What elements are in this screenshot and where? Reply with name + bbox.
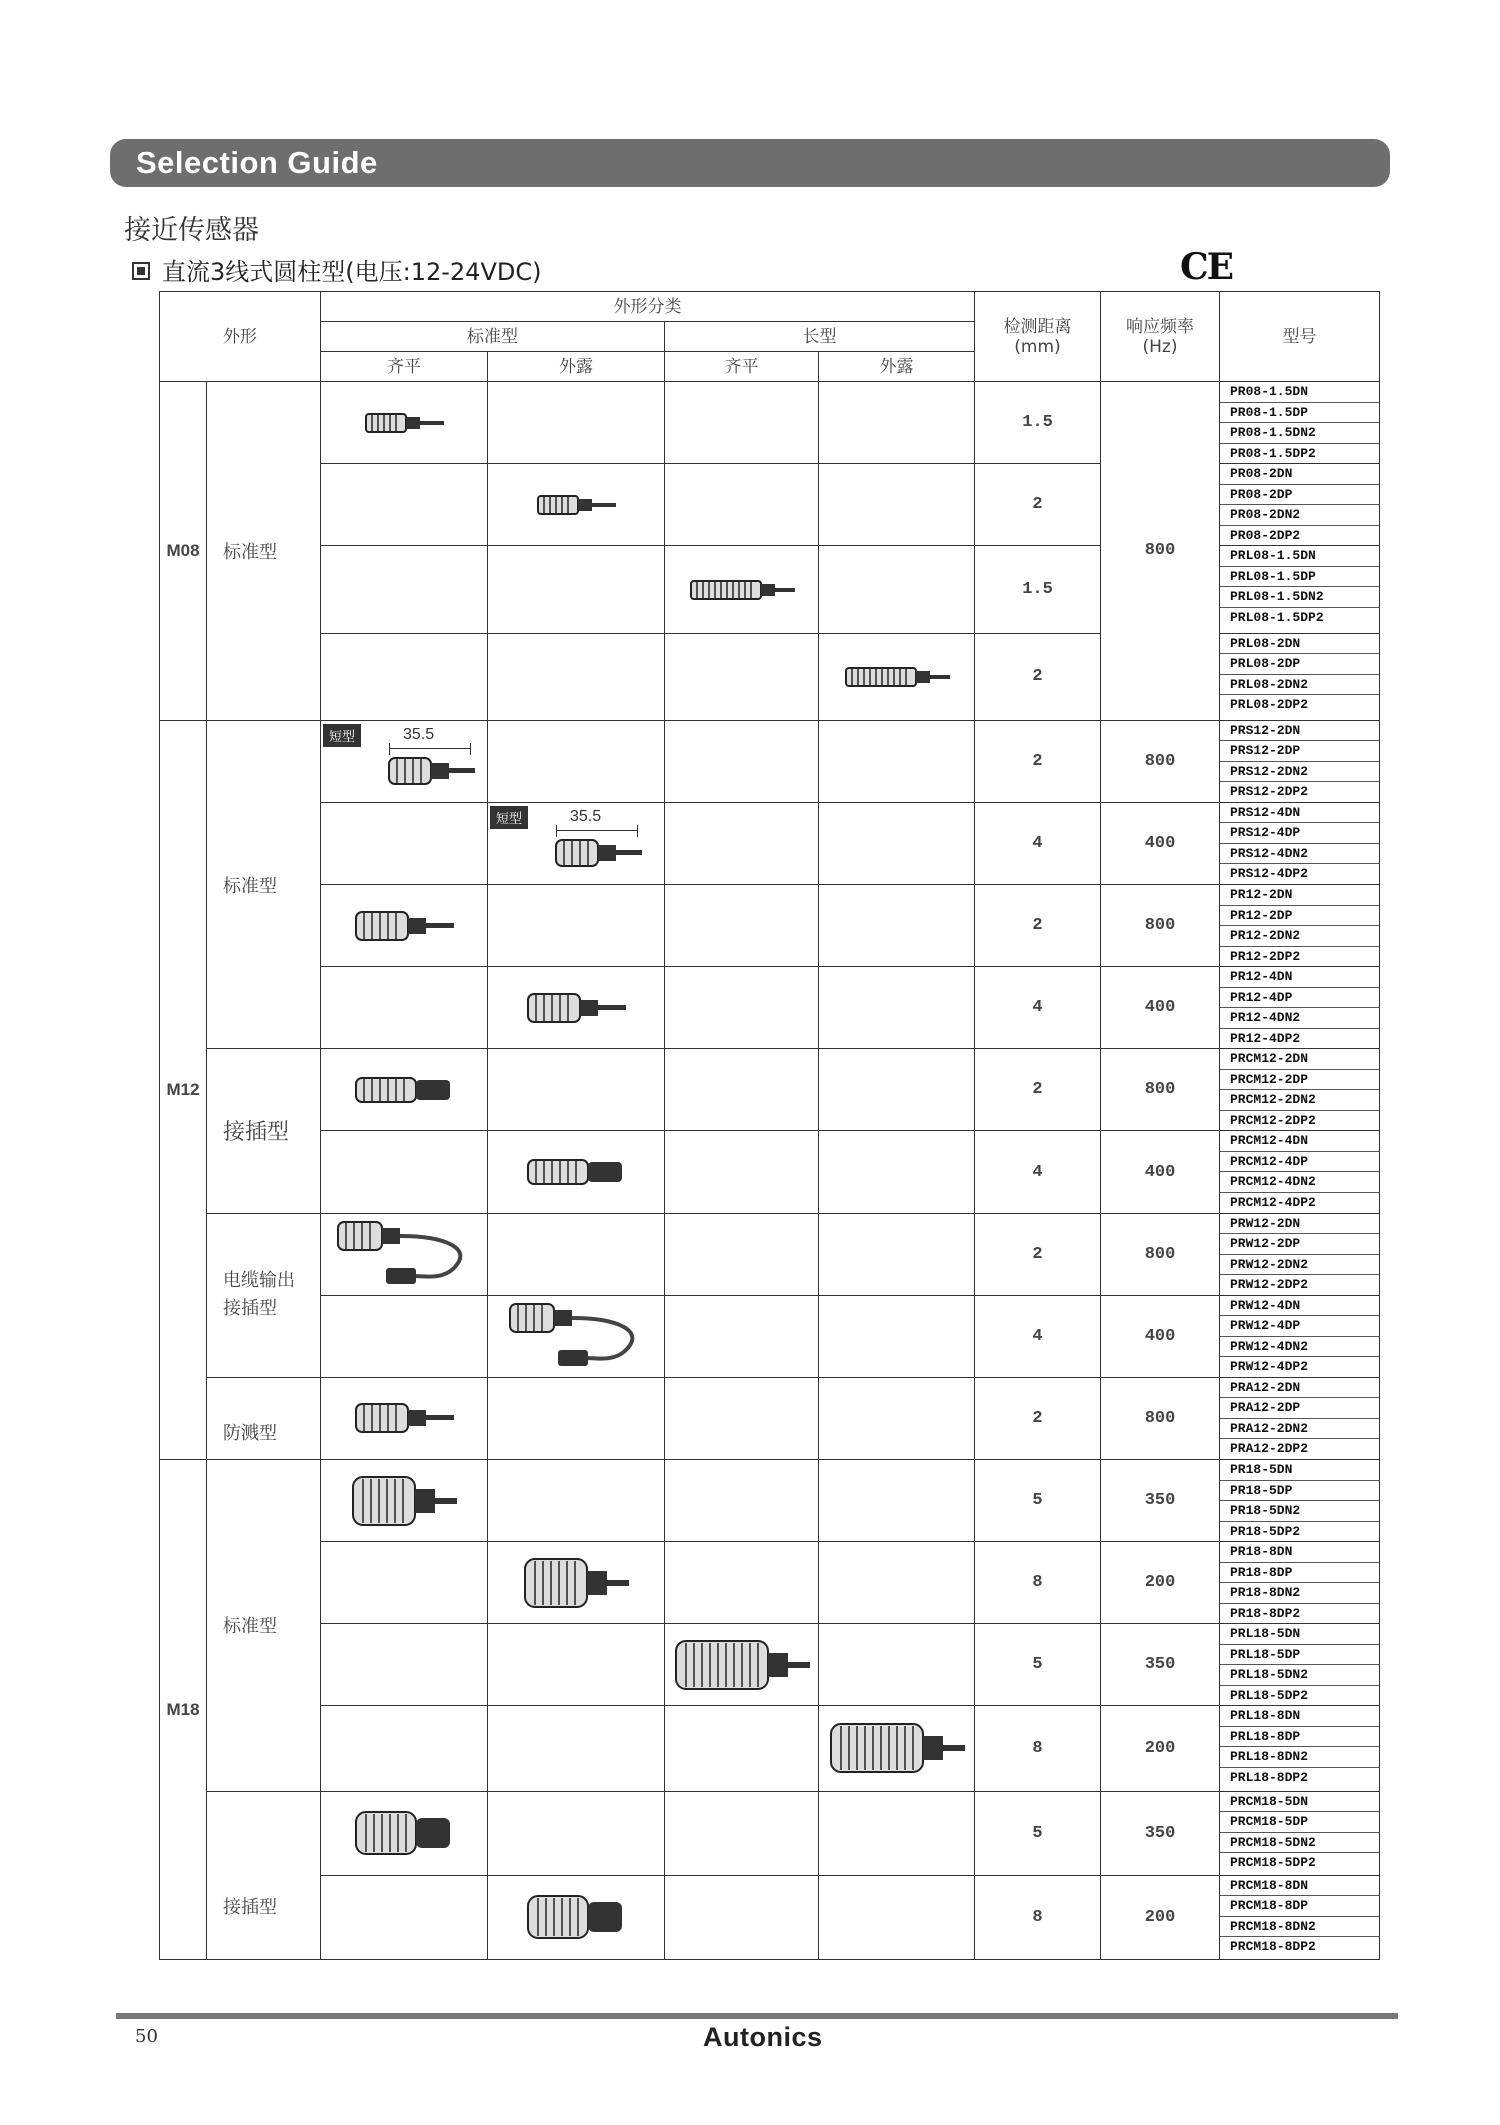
model-name: PRS12-4DP2 — [1230, 866, 1309, 882]
sensor-image — [488, 1156, 664, 1188]
subtitle: 接近传感器 — [124, 215, 259, 246]
model-name: PR18-8DN — [1220, 1542, 1379, 1563]
model-list — [1220, 1875, 1380, 1959]
distance-value: 5 — [975, 1460, 1101, 1542]
sensor-image — [488, 492, 664, 518]
frequency-value: 350 — [1101, 1460, 1220, 1542]
frequency-value: 200 — [1101, 1875, 1220, 1959]
frequency-value: 800 — [1101, 885, 1220, 967]
model-name: PR08-1.5DP2 — [1230, 445, 1316, 461]
model-list — [1220, 1213, 1380, 1295]
model-name: PRCM18-5DN2 — [1220, 1833, 1379, 1854]
model-list — [1220, 1377, 1380, 1459]
model-list — [1220, 464, 1380, 546]
sensor-image — [321, 908, 487, 944]
sensor-image — [665, 577, 818, 603]
header-long-nonflush: 外露 — [819, 352, 975, 382]
model-name: PR08-1.5DN — [1220, 382, 1379, 403]
model-list — [1220, 967, 1380, 1049]
frequency-value: 200 — [1101, 1706, 1220, 1791]
model-name: PRCM12-4DN — [1220, 1131, 1379, 1152]
model-list — [1220, 546, 1380, 633]
header-standard-flush: 齐平 — [321, 352, 488, 382]
page-number: 50 — [135, 2026, 158, 2047]
header-distance: 检测距离 (mm) — [975, 292, 1101, 382]
model-name: PRL18-8DN2 — [1220, 1747, 1379, 1768]
sensor-image — [488, 1892, 664, 1942]
distance-value: 2 — [975, 464, 1101, 546]
model-name: PRA12-2DP — [1220, 1398, 1379, 1419]
distance-value: 2 — [975, 1049, 1101, 1131]
model-name: PRW12-4DP — [1220, 1316, 1379, 1337]
dimension-label: 35.5 — [403, 726, 435, 744]
model-name: PR08-2DN2 — [1220, 505, 1379, 526]
model-name: PRW12-2DN — [1220, 1214, 1379, 1235]
distance-value: 4 — [975, 967, 1101, 1049]
model-name: PRL18-8DP2 — [1230, 1769, 1309, 1785]
model-list — [1220, 382, 1380, 464]
model-list — [1220, 633, 1380, 720]
size-m18: M18 — [160, 1460, 207, 1960]
model-name: PRS12-2DP — [1220, 741, 1379, 762]
dimension-label: 35.5 — [570, 808, 602, 826]
model-name: PR08-2DP — [1220, 485, 1379, 506]
sensor-image — [321, 1808, 487, 1858]
frequency-value: 400 — [1101, 967, 1220, 1049]
distance-value: 4 — [975, 1295, 1101, 1377]
model-name: PRL08-2DN — [1220, 634, 1379, 655]
model-name: PRW12-2DP2 — [1230, 1277, 1309, 1293]
frequency-value: 400 — [1101, 1131, 1220, 1213]
model-name: PR12-2DN — [1220, 885, 1379, 906]
type-connector-m18: 接插型 — [207, 1791, 321, 1959]
sensor-image — [488, 990, 664, 1026]
model-name: PRCM12-2DP2 — [1230, 1112, 1316, 1128]
model-list — [1220, 802, 1380, 884]
model-name: PRCM18-8DP2 — [1230, 1939, 1316, 1955]
frequency-value: 800 — [1101, 382, 1220, 721]
model-name: PRL18-8DP — [1220, 1727, 1379, 1748]
frequency-value: 800 — [1101, 1377, 1220, 1459]
distance-value: 2 — [975, 633, 1101, 720]
frequency-value: 350 — [1101, 1791, 1220, 1875]
distance-value: 5 — [975, 1624, 1101, 1706]
model-name: PRS12-2DN2 — [1220, 762, 1379, 783]
model-name: PR18-5DN — [1220, 1460, 1379, 1481]
model-list — [1220, 1131, 1380, 1213]
section-heading — [132, 252, 541, 287]
model-name: PRCM18-5DN — [1220, 1792, 1379, 1813]
sensor-image — [321, 1473, 487, 1529]
type-standard-m18: 标准型 — [207, 1460, 321, 1792]
model-name: PR12-4DN — [1220, 967, 1379, 988]
dimension-line — [556, 830, 638, 831]
section-title-bar — [110, 139, 1390, 187]
model-name: PRCM18-5DP2 — [1230, 1855, 1316, 1871]
sensor-image — [819, 1720, 974, 1776]
sensor-image — [488, 1555, 664, 1611]
frequency-value: 800 — [1101, 1213, 1220, 1295]
model-name: PRL18-5DP2 — [1230, 1687, 1309, 1703]
selection-table — [159, 291, 1380, 1960]
model-name: PRW12-2DN2 — [1220, 1255, 1379, 1276]
model-name: PRS12-4DP — [1220, 823, 1379, 844]
model-name: PRL18-8DN — [1220, 1706, 1379, 1727]
frequency-value: 800 — [1101, 720, 1220, 802]
model-name: PRW12-4DP2 — [1230, 1359, 1309, 1375]
model-list — [1220, 720, 1380, 802]
header-classification: 外形分类 — [321, 292, 975, 322]
model-list — [1220, 1542, 1380, 1624]
model-name: PRCM18-8DP — [1220, 1896, 1379, 1917]
distance-value: 8 — [975, 1542, 1101, 1624]
model-name: PR12-4DN2 — [1220, 1008, 1379, 1029]
frequency-value: 400 — [1101, 802, 1220, 884]
frequency-value: 800 — [1101, 1049, 1220, 1131]
section-heading-text: 直流3线式圆柱型(电压:12-24VDC) — [162, 258, 542, 286]
model-name: PR08-2DP2 — [1230, 527, 1301, 543]
model-name: PRA12-2DP2 — [1230, 1441, 1309, 1457]
short-type-sensor — [488, 804, 664, 882]
page-title: Selection Guide — [136, 145, 378, 180]
model-name: PRCM12-4DN2 — [1220, 1172, 1379, 1193]
model-name: PRA12-2DN — [1220, 1378, 1379, 1399]
header-standard-nonflush: 外露 — [488, 352, 665, 382]
frequency-value: 400 — [1101, 1295, 1220, 1377]
frequency-value: 350 — [1101, 1624, 1220, 1706]
model-list — [1220, 1706, 1380, 1791]
model-name: PRCM12-2DN2 — [1220, 1090, 1379, 1111]
model-name: PR12-2DN2 — [1220, 926, 1379, 947]
frequency-value: 200 — [1101, 1542, 1220, 1624]
model-name: PRCM12-4DP2 — [1230, 1194, 1316, 1210]
model-name: PRCM18-5DP — [1220, 1812, 1379, 1833]
model-name: PRS12-2DN — [1220, 721, 1379, 742]
model-name: PRW12-2DP — [1220, 1234, 1379, 1255]
model-name: PRL18-5DN — [1220, 1624, 1379, 1645]
header-frequency: 响应频率 (Hz) — [1101, 292, 1220, 382]
model-name: PRS12-4DN — [1220, 803, 1379, 824]
distance-value: 1.5 — [975, 546, 1101, 633]
header-standard: 标准型 — [321, 322, 665, 352]
model-name: PRL08-2DN2 — [1220, 675, 1379, 696]
distance-value: 2 — [975, 885, 1101, 967]
distance-value: 5 — [975, 1791, 1101, 1875]
model-name: PRS12-4DN2 — [1220, 844, 1379, 865]
model-list — [1220, 1624, 1380, 1706]
type-connector-m12: 接插型 — [207, 1049, 321, 1213]
model-name: PR18-8DN2 — [1220, 1583, 1379, 1604]
model-name: PRL18-5DP — [1220, 1645, 1379, 1666]
model-name: PRCM12-2DN — [1220, 1049, 1379, 1070]
model-name: PR18-5DN2 — [1220, 1501, 1379, 1522]
type-standard-m12: 标准型 — [207, 720, 321, 1049]
distance-value: 1.5 — [975, 382, 1101, 464]
model-name: PRA12-2DN2 — [1220, 1419, 1379, 1440]
square-bullet-icon — [132, 262, 150, 280]
short-type-tag: 短型 — [490, 806, 528, 829]
model-name: PR18-5DP — [1220, 1481, 1379, 1502]
model-name: PRCM12-4DP — [1220, 1152, 1379, 1173]
header-long-flush: 齐平 — [665, 352, 819, 382]
sensor-image — [321, 1400, 487, 1436]
distance-value: 4 — [975, 1131, 1101, 1213]
model-name: PRL08-2DP2 — [1230, 697, 1309, 713]
model-name: PR12-4DP2 — [1230, 1030, 1301, 1046]
type-spatter-m12: 防溅型 — [207, 1377, 321, 1459]
model-name: PRS12-2DP2 — [1230, 784, 1309, 800]
model-name: PR08-1.5DP — [1220, 403, 1379, 424]
header-long: 长型 — [665, 322, 975, 352]
model-name: PR18-5DP2 — [1230, 1523, 1301, 1539]
model-name: PR18-8DP2 — [1230, 1605, 1301, 1621]
model-name: PRL08-1.5DP2 — [1230, 609, 1324, 625]
type-cable-connector-m12: 电缆输出 接插型 — [207, 1213, 321, 1377]
model-name: PRL08-2DP — [1220, 654, 1379, 675]
short-type-tag: 短型 — [323, 724, 361, 747]
model-name: PRL08-1.5DP — [1220, 567, 1379, 588]
model-name: PR12-2DP — [1220, 906, 1379, 927]
model-name: PRW12-4DN — [1220, 1296, 1379, 1317]
sensor-image — [321, 1074, 487, 1106]
model-name: PRL08-1.5DN2 — [1220, 587, 1379, 608]
brand-logo: Autonics — [703, 2022, 823, 2052]
model-name: PRCM12-2DP — [1220, 1070, 1379, 1091]
model-list — [1220, 1049, 1380, 1131]
header-appearance: 外形 — [160, 292, 321, 382]
distance-value: 8 — [975, 1706, 1101, 1791]
type-standard-m08: 标准型 — [207, 382, 321, 721]
sensor-image — [321, 410, 487, 436]
distance-value: 2 — [975, 1213, 1101, 1295]
sensor-image — [554, 836, 644, 870]
model-name: PR12-2DP2 — [1230, 948, 1301, 964]
model-name: PR12-4DP — [1220, 988, 1379, 1009]
model-list — [1220, 1791, 1380, 1875]
sensor-image — [488, 1300, 664, 1372]
distance-value: 8 — [975, 1875, 1101, 1959]
model-name: PR18-8DP — [1220, 1563, 1379, 1584]
distance-value: 4 — [975, 802, 1101, 884]
model-list — [1220, 1460, 1380, 1542]
model-name: PR08-2DN — [1220, 464, 1379, 485]
model-name: PRCM18-8DN — [1220, 1876, 1379, 1897]
short-type-sensor — [321, 722, 487, 800]
sensor-image — [321, 1218, 487, 1290]
distance-value: 2 — [975, 720, 1101, 802]
size-m08: M08 — [160, 382, 207, 721]
footer-rule — [116, 2013, 1398, 2019]
model-list — [1220, 1295, 1380, 1377]
sensor-image — [819, 664, 974, 690]
size-m12: M12 — [160, 720, 207, 1459]
model-name: PRL08-1.5DN — [1220, 546, 1379, 567]
model-name: PRCM18-8DN2 — [1220, 1917, 1379, 1938]
ce-mark: CE — [1180, 246, 1233, 288]
sensor-image — [387, 754, 477, 788]
model-name: PRW12-4DN2 — [1220, 1337, 1379, 1358]
dimension-line — [389, 748, 471, 749]
model-list — [1220, 885, 1380, 967]
model-name: PRL18-5DN2 — [1220, 1665, 1379, 1686]
sensor-image — [665, 1637, 818, 1693]
header-model: 型号 — [1220, 292, 1380, 382]
distance-value: 2 — [975, 1377, 1101, 1459]
model-name: PR08-1.5DN2 — [1220, 423, 1379, 444]
